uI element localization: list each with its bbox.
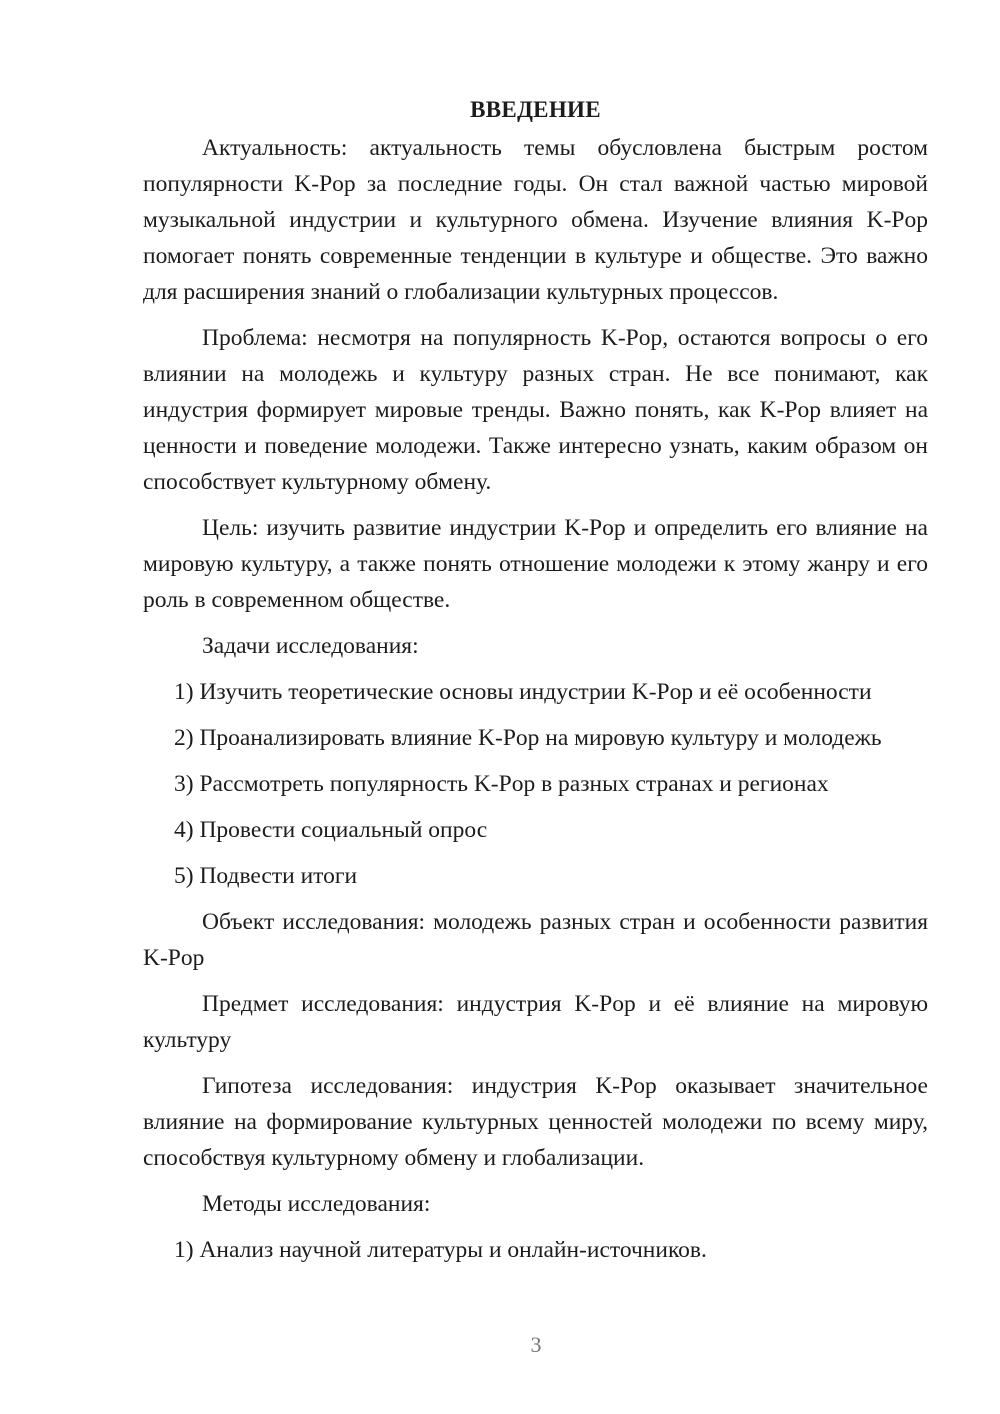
paragraph-problem: Проблема: несмотря на популярность K-Pop, остаются вопросы о его влиянии на молодежь и культуру разных стран. Не все понимают, как индустрия формирует мировые тренды. Важно понять, как K-Pop влияет на ценности и поведение молодежи. Также интересно узнать, каким образом он способствует культурному обмену. <box>143 325 928 495</box>
paragraph-object: Объект исследования: молодежь разных стран и особенности развития K-Pop <box>143 909 928 971</box>
paragraph-hypothesis: Гипотеза исследования: индустрия K-Pop оказывает значительное влияние на формирование культурных ценностей молодежи по всему миру, способствуя культурному обмену и глобализации. <box>143 1073 928 1171</box>
document-page <box>143 92 928 1278</box>
task-item-4: 4) Провести социальный опрос <box>174 817 488 843</box>
paragraph-subject: Предмет исследования: индустрия K-Pop и её влияние на мировую культуру <box>143 991 928 1053</box>
method-item-1: 1) Анализ научной литературы и онлайн-источников. <box>174 1237 707 1263</box>
paragraph-methods-heading: Методы исследования: <box>202 1191 431 1217</box>
paragraph-relevance: Актуальность: актуальность темы обусловлена быстрым ростом популярности K-Pop за последние годы. Он стал важной частью мировой музыкальной индустрии и культурного обмена. Изучение влияния K-Pop помогает понять современные тенденции в культуре и обществе. Это важно для расширения знаний о глобализации культурных процессов. <box>143 135 928 305</box>
paragraph-goal: Цель: изучить развитие индустрии K-Pop и определить его влияние на мировую культуру, а также понять отношение молодежи к этому жанру и его роль в современном обществе. <box>143 515 928 613</box>
page-title: ВВЕДЕНИЕ <box>470 97 601 122</box>
task-item-3: 3) Рассмотреть популярность K-Pop в разных странах и регионах <box>174 771 829 797</box>
page-number: 3 <box>530 1332 542 1357</box>
task-item-2: 2) Проанализировать влияние K-Pop на мировую культуру и молодежь <box>174 725 882 751</box>
task-item-5: 5) Подвести итоги <box>174 863 358 889</box>
task-item-1: 1) Изучить теоретические основы индустрии K-Pop и её особенности <box>174 679 872 705</box>
paragraph-tasks-heading: Задачи исследования: <box>202 633 419 659</box>
